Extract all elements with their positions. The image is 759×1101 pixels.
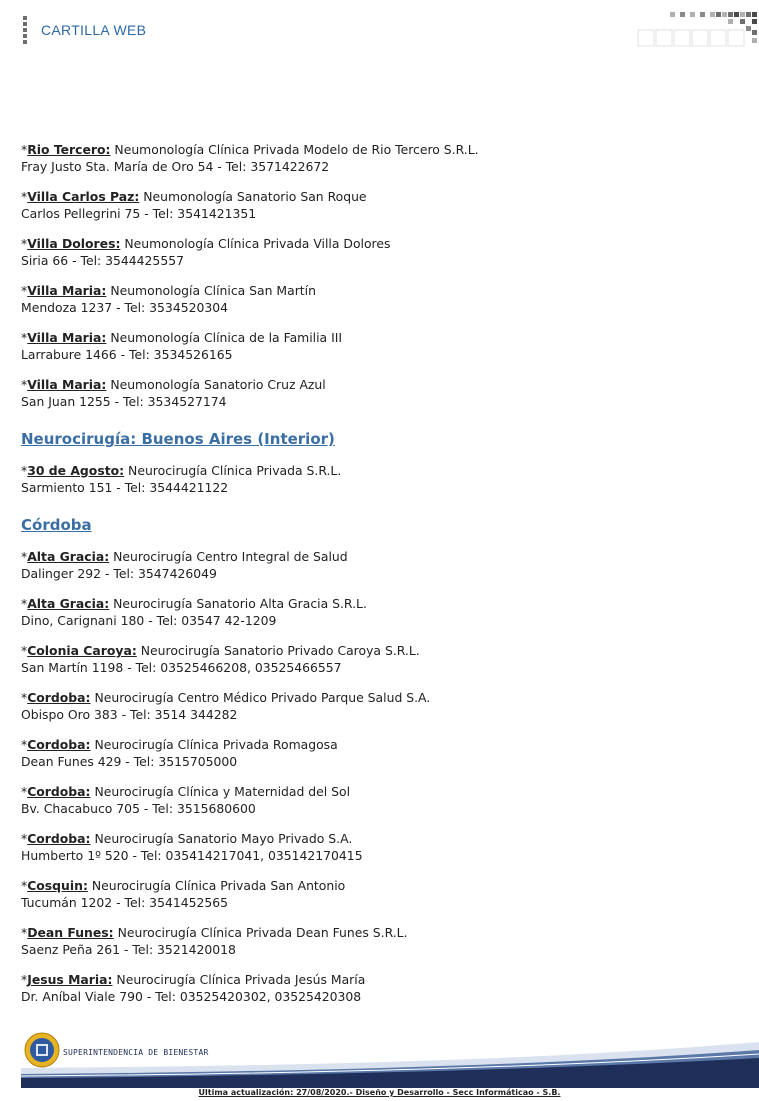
footer-brand-text: SUPERINTENDENCIA DE BIENESTAR [63,1048,209,1057]
entry-bullet: * [21,377,28,392]
entry-bullet: * [21,463,28,478]
page-header [0,0,759,60]
entry-address: Humberto 1º 520 - Tel: 035414217041, 035142170415 [21,848,363,863]
directory-entry [21,642,741,676]
entry-bullet: * [21,925,28,940]
entry-bullet: * [21,189,28,204]
entry-provider-name: Neurocirugía Centro Integral de Salud [113,549,348,564]
entry-address: Fray Justo Sta. María de Oro 54 - Tel: 3571422672 [21,159,330,174]
entry-location-link[interactable]: Dean Funes: [27,925,114,940]
entry-address: Saenz Peña 261 - Tel: 3521420018 [21,942,236,957]
entry-address: Dino, Carignani 180 - Tel: 03547 42-1209 [21,613,277,628]
section-title-neurocirugia[interactable]: Neurocirugía: Buenos Aires (Interior) [21,430,335,448]
entry-location-link[interactable]: Villa Maria: [27,330,107,345]
entry-address: Dalinger 292 - Tel: 3547426049 [21,566,217,581]
directory-content [21,141,741,1018]
entry-bullet: * [21,549,28,564]
directory-entry [21,462,741,496]
entry-address: Bv. Chacabuco 705 - Tel: 3515680600 [21,801,256,816]
entry-address: San Juan 1255 - Tel: 3534527174 [21,394,227,409]
entry-location-link[interactable]: Cordoba: [27,784,91,799]
entry-address: Obispo Oro 383 - Tel: 3514 344282 [21,707,238,722]
institution-seal-icon [24,1032,60,1068]
entry-provider-name: Neurocirugía Clínica Privada San Antonio [91,878,346,893]
entry-location-link[interactable]: Cosquin: [27,878,88,893]
directory-entry [21,783,741,817]
entry-location-link[interactable]: Colonia Caroya: [27,643,137,658]
entry-location-link[interactable]: Villa Dolores: [27,236,121,251]
entry-provider-name: Neurocirugía Centro Médico Privado Parque Salud S.A. [94,690,431,705]
entry-address: Dean Funes 429 - Tel: 3515705000 [21,754,238,769]
entry-bullet: * [21,878,28,893]
entry-provider-name: Neurocirugía Clínica Privada Jesús María [116,972,366,987]
entry-provider-name: Neurocirugía Sanatorio Alta Gracia S.R.L. [113,596,367,611]
entry-location-link[interactable]: Villa Maria: [27,377,107,392]
entry-bullet: * [21,972,28,987]
directory-entry [21,329,741,363]
directory-entry [21,595,741,629]
footer-wave-band [21,1036,759,1088]
entry-bullet: * [21,831,28,846]
entry-bullet: * [21,142,28,157]
entry-provider-name: Neumonología Clínica San Martín [110,283,316,298]
directory-entry [21,924,741,958]
entry-location-link[interactable]: Villa Maria: [27,283,107,298]
directory-entry [21,376,741,410]
directory-entry [21,689,741,723]
entry-location-link[interactable]: Cordoba: [27,831,91,846]
entry-provider-name: Neurocirugía Sanatorio Privado Caroya S.R.L. [140,643,420,658]
footer-update-note: Ultima actualización: 27/08/2020.- Diseño y Desarrollo - Secc Informáticao - S.B. [198,1088,561,1097]
entry-provider-name: Neumonología Clínica Privada Villa Dolores [124,236,391,251]
entry-provider-name: Neurocirugía Clínica Privada S.R.L. [128,463,342,478]
entry-bullet: * [21,330,28,345]
directory-entry [21,736,741,770]
directory-entry [21,188,741,222]
entry-provider-name: Neumonología Sanatorio San Roque [143,189,367,204]
entry-provider-name: Neurocirugía Clínica Privada Romagosa [94,737,338,752]
entry-provider-name: Neumonología Sanatorio Cruz Azul [110,377,326,392]
section-title-cordoba[interactable]: Córdoba [21,516,92,534]
entry-bullet: * [21,283,28,298]
entry-bullet: * [21,737,28,752]
entry-list-buenos-aires [21,462,741,496]
entry-location-link[interactable]: Jesus Maria: [27,972,113,987]
entry-bullet: * [21,596,28,611]
directory-entry [21,971,741,1005]
entry-bullet: * [21,643,28,658]
entry-location-link[interactable]: Rio Tercero: [27,142,111,157]
entry-location-link[interactable]: Alta Gracia: [27,549,110,564]
directory-entry [21,548,741,582]
entry-address: Mendoza 1237 - Tel: 3534520304 [21,300,229,315]
directory-entry [21,830,741,864]
entry-location-link[interactable]: Villa Carlos Paz: [27,189,140,204]
entry-address: Larrabure 1466 - Tel: 3534526165 [21,347,233,362]
pixel-grid-decoration [636,12,758,48]
entry-provider-name: Neumonología Clínica de la Familia III [110,330,343,345]
header-accent-bar [23,16,27,46]
entry-list-neumonologia [21,141,741,410]
entry-bullet: * [21,236,28,251]
entry-provider-name: Neurocirugía Clínica Privada Dean Funes S.R.L. [117,925,408,940]
entry-address: Dr. Aníbal Viale 790 - Tel: 03525420302, 03525420308 [21,989,362,1004]
directory-entry [21,282,741,316]
entry-bullet: * [21,784,28,799]
entry-location-link[interactable]: Cordoba: [27,737,91,752]
page-footer [0,1028,759,1101]
directory-entry [21,877,741,911]
entry-address: Siria 66 - Tel: 3544425557 [21,253,184,268]
entry-address: Tucumán 1202 - Tel: 3541452565 [21,895,229,910]
entry-provider-name: Neurocirugía Clínica y Maternidad del Sol [94,784,351,799]
directory-entry [21,141,741,175]
entry-location-link[interactable]: Cordoba: [27,690,91,705]
entry-location-link[interactable]: Alta Gracia: [27,596,110,611]
entry-address: San Martín 1198 - Tel: 03525466208, 03525466557 [21,660,342,675]
entry-address: Sarmiento 151 - Tel: 3544421122 [21,480,229,495]
entry-provider-name: Neumonología Clínica Privada Modelo de Rio Tercero S.R.L. [114,142,479,157]
entry-address: Carlos Pellegrini 75 - Tel: 3541421351 [21,206,257,221]
entry-bullet: * [21,690,28,705]
entry-location-link[interactable]: 30 de Agosto: [27,463,125,478]
entry-provider-name: Neurocirugía Sanatorio Mayo Privado S.A. [94,831,353,846]
directory-entry [21,235,741,269]
header-title: CARTILLA WEB [41,22,147,38]
entry-list-cordoba [21,548,741,1005]
